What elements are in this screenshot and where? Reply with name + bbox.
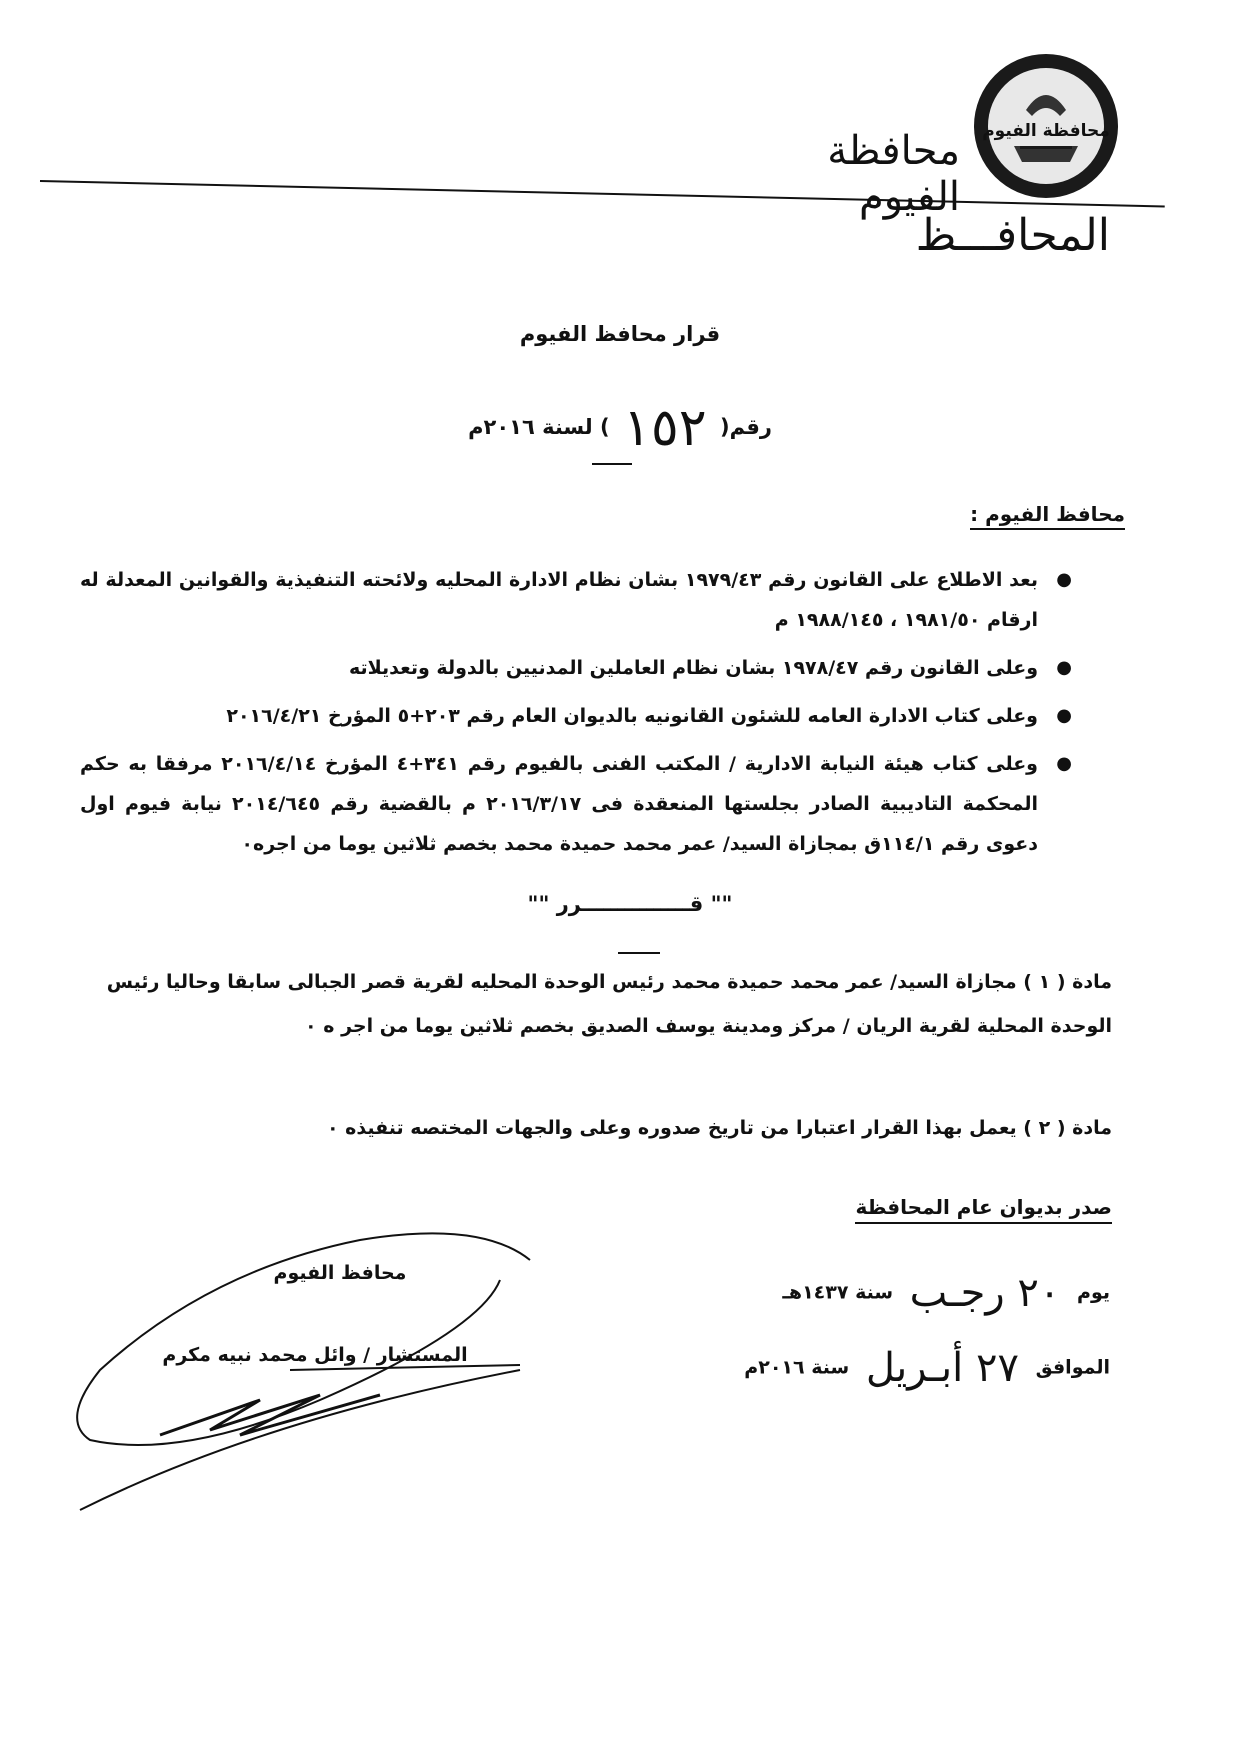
decides-heading: "" قـــــــــــــــرر "": [527, 892, 733, 916]
hijri-prefix: يوم: [1077, 1281, 1110, 1304]
hijri-suffix: سنة ١٤٣٧هـ: [782, 1281, 894, 1304]
signatory-title: محافظ الفيوم: [273, 1262, 407, 1284]
decree-number-line: [380, 398, 860, 458]
hijri-handwritten: ٢٠ رجـب: [909, 1270, 1061, 1316]
whereas-text: وعلى كتاب الادارة العامه للشئون القانونيه بالديوان العام رقم ٢٠٣+٥ المؤرخ ٢٠١٦/٤/٢١: [226, 705, 1038, 727]
hijri-date: [720, 1270, 1110, 1316]
decides-underline: [618, 952, 660, 954]
bullet-icon: ●: [1056, 569, 1072, 590]
number-prefix: رقم(: [720, 415, 772, 439]
addressee: [880, 502, 1125, 526]
list-item: [80, 560, 1080, 640]
addressee-text: محافظ الفيوم :: [970, 502, 1125, 530]
number-underline: [592, 463, 632, 465]
greg-suffix: سنة ٢٠١٦م: [744, 1356, 850, 1379]
article-2: مادة ( ٢ ) يعمل بهذا القرار اعتبارا من تاريخ صدوره وعلى والجهات المختصه تنفيذه ٠: [326, 1117, 1112, 1139]
issued-text: صدر بديوان عام المحافظة: [855, 1195, 1112, 1224]
bullet-icon: ●: [1056, 657, 1072, 678]
issued-label: [840, 1195, 1112, 1219]
signatory-name: المستشار / وائل محمد نبيه مكرم: [162, 1344, 468, 1366]
list-item: [80, 648, 1080, 688]
decree-year: ) لسنة ٢٠١٦م: [468, 415, 610, 439]
governorate-name: محافظة الفيوم: [827, 128, 960, 220]
article-1: مادة ( ١ ) مجازاة السيد/ عمر محمد حميدة محمد رئيس الوحدة المحليه لقرية قصر الجبالى سابقا وحاليا رئيس الوحدة المحلية لقرية الريان / مركز ومدينة يوسف الصديق بخصم ثلاثين يوما من اجر ه ٠: [106, 971, 1112, 1037]
gregorian-date: [720, 1345, 1110, 1391]
greg-prefix: الموافق: [1035, 1356, 1110, 1379]
bullet-icon: ●: [1056, 705, 1072, 726]
list-item: [80, 696, 1080, 736]
greg-handwritten: ٢٧ أبـريل: [865, 1345, 1019, 1391]
emblem-text: محافظة الفيوم: [982, 121, 1110, 141]
whereas-list: [80, 560, 1080, 872]
governorate-emblem: [970, 50, 1122, 202]
whereas-text: وعلى القانون رقم ١٩٧٨/٤٧ بشان نظام العاملين المدنيين بالدولة وتعديلاته: [348, 657, 1038, 679]
bullet-icon: ●: [1056, 753, 1072, 774]
whereas-text: بعد الاطلاع على القانون رقم ١٩٧٩/٤٣ بشان نظام الادارة المحليه ولائحته التنفيذية والقوانين المعدلة له ارقام ١٩٨١/٥٠ ، ١٩٨٨/١٤٥ م: [80, 569, 1038, 631]
decree-number: ١٥٢: [622, 398, 707, 458]
decree-title: قرار محافظ الفيوم: [519, 322, 721, 346]
list-item: [80, 744, 1080, 864]
office-title: المحافـــظ: [915, 210, 1110, 261]
whereas-text: وعلى كتاب هيئة النيابة الادارية / المكتب الفنى بالفيوم رقم ٣٤١+٤ المؤرخ ٢٠١٦/٤/١٤ مرفقا به حكم المحكمة التاديبية الصادر بجلستها المنعقدة فى ٢٠١٦/٣/١٧ م بالقضية رقم ٢٠١٤/٦٤٥ نيابة فيوم اول دعوى رقم ١١٤/١ق بمجازاة السيد/ عمر محمد حميدة محمد بخصم ثلاثين يوما من اجره٠: [80, 753, 1038, 855]
